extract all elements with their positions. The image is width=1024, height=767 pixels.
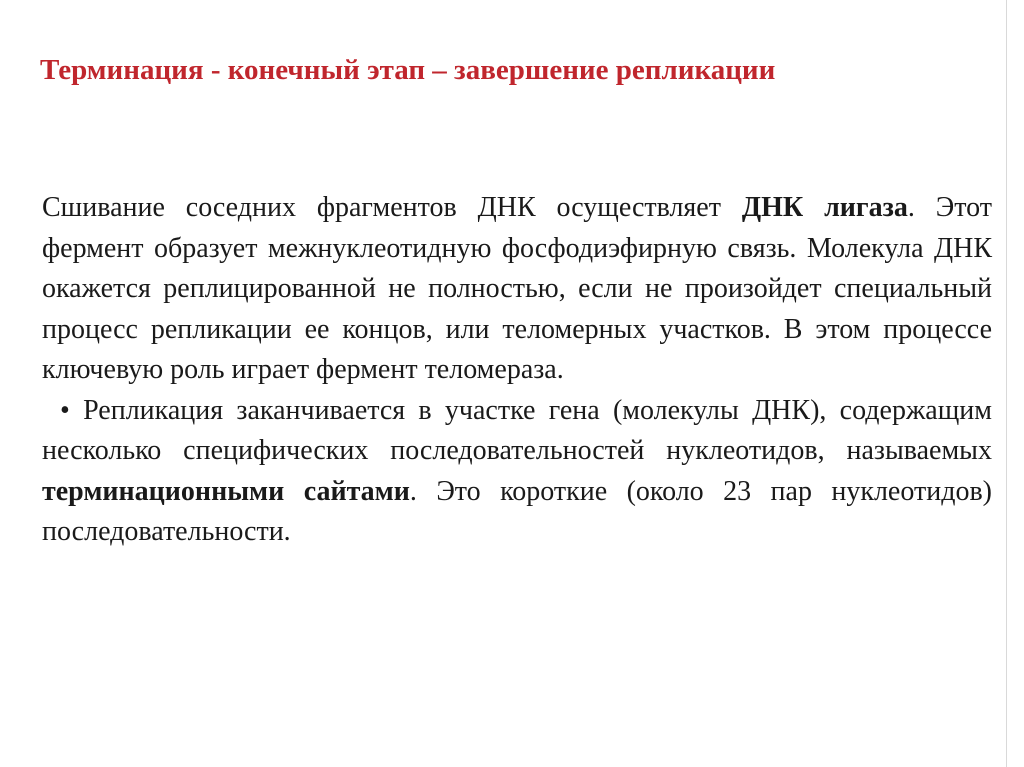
term-termination-sites: терминационными сайтами (42, 475, 410, 507)
slide-body (42, 188, 992, 553)
slide-title: Терминация - конечный этап – завершение репликации (40, 54, 776, 86)
paragraph-termination-sites (42, 391, 992, 553)
term-dna-ligase: ДНК лигаза (741, 192, 908, 223)
paragraph-ligase (42, 188, 992, 391)
bullet-icon: • (60, 394, 70, 426)
paragraph-ligase-text-before: Сшивание соседних фрагментов ДНК осуществляет (42, 192, 742, 223)
paragraph-ligase-text-after: . Этот фермент образует межнуклеотидную фосфодиэфирную связь. Молекула ДНК окажется реплицированной не полностью, если не произойдет специальный процесс репликации ее концов, или теломерных участков. В этом процессе ключевую роль играет фермент теломераза. (42, 192, 993, 385)
slide-border (1006, 0, 1007, 767)
paragraph-termination-text-before: Репликация заканчивается в участке гена (молекулы ДНК), содержащим несколько специфических последовательностей нуклеотидов, называемых (42, 394, 992, 466)
paragraph-termination-text-after: . Это короткие (около 23 пар нуклеотидов) последовательности. (42, 475, 992, 547)
